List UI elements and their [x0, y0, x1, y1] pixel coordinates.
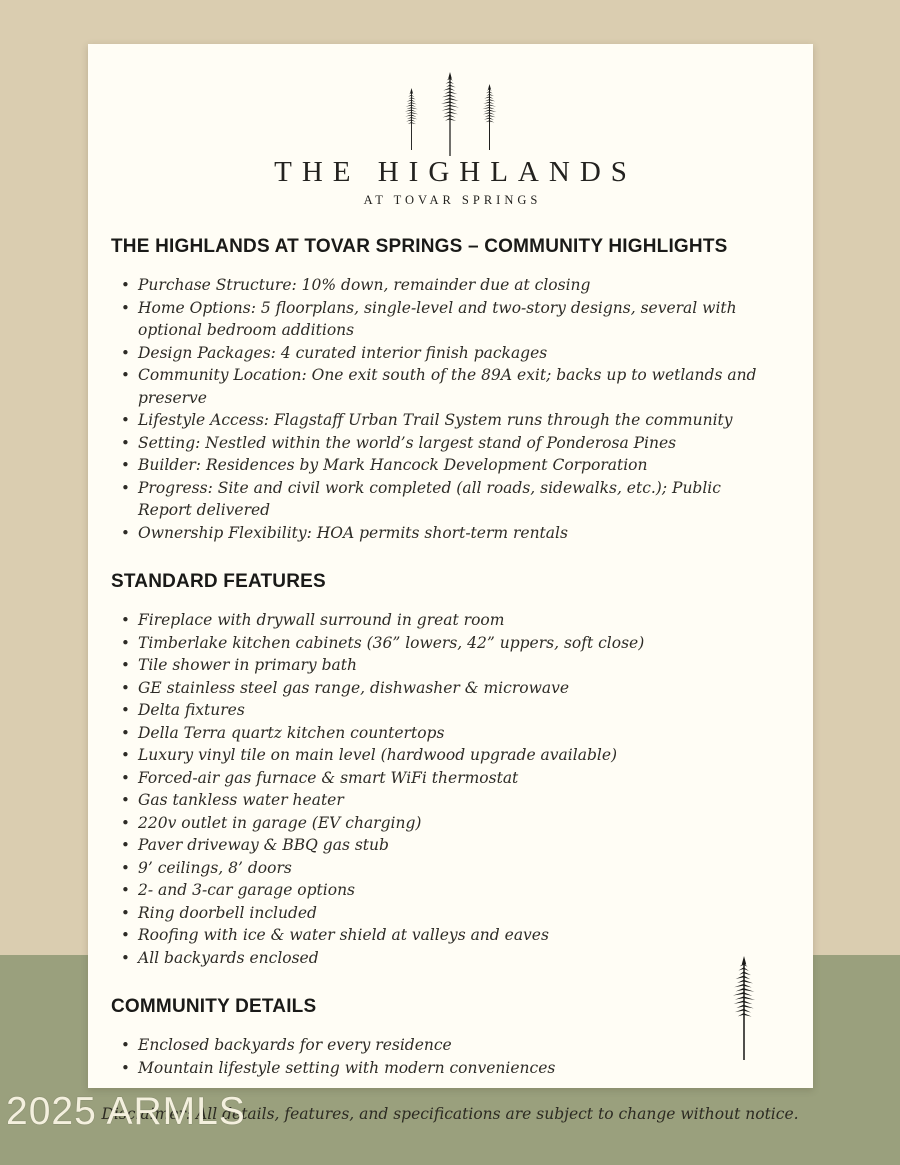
list-item: • 220v outlet in garage (EV charging)	[111, 812, 767, 835]
list-item: • All backyards enclosed	[111, 947, 767, 970]
list-item: • Design Packages: 4 curated interior finish packages	[111, 342, 767, 365]
list-item: • Setting: Nestled within the world’s largest stand of Ponderosa Pines	[111, 432, 767, 455]
list-item: • Forced-air gas furnace & smart WiFi thermostat	[111, 767, 767, 790]
list-item: • Fireplace with drywall surround in great room	[111, 609, 767, 632]
list-item: • Ownership Flexibility: HOA permits short-term rentals	[111, 522, 767, 545]
pine-tree-icon	[433, 72, 467, 156]
list-item: • Roofing with ice & water shield at valleys and eaves	[111, 924, 767, 947]
list-item: • Builder: Residences by Mark Hancock Development Corporation	[111, 454, 767, 477]
list-item: • Gas tankless water heater	[111, 789, 767, 812]
community-highlights-list	[111, 274, 767, 544]
list-item: • 2- and 3-car garage options	[111, 879, 767, 902]
armls-watermark: 2025 ARMLS	[6, 1090, 246, 1133]
list-item: • GE stainless steel gas range, dishwasher & microwave	[111, 677, 767, 700]
pine-tree-icon	[399, 88, 424, 150]
list-item: • Enclosed backyards for every residence	[111, 1034, 767, 1057]
list-item: • Home Options: 5 floorplans, single-level and two-story designs, several with optional bedroom additions	[111, 297, 767, 342]
list-item: • Paver driveway & BBQ gas stub	[111, 834, 767, 857]
list-item: • Timberlake kitchen cabinets (36” lowers, 42” uppers, soft close)	[111, 632, 767, 655]
standard-features-list	[111, 609, 767, 969]
section-heading-community-highlights: THE HIGHLANDS AT TOVAR SPRINGS – COMMUNITY HIGHLIGHTS	[111, 236, 728, 257]
list-item: • Purchase Structure: 10% down, remainder due at closing	[111, 274, 767, 297]
list-item: • Luxury vinyl tile on main level (hardwood upgrade available)	[111, 744, 767, 767]
pine-tree-icon	[476, 84, 503, 150]
list-item: • Ring doorbell included	[111, 902, 767, 925]
logo-pine-trees-icon	[88, 70, 813, 156]
logo	[88, 70, 813, 208]
pine-tree-icon	[723, 956, 765, 1060]
community-details-list	[111, 1034, 767, 1079]
flyer-card	[88, 44, 813, 1088]
list-item: • Tile shower in primary bath	[111, 654, 767, 677]
list-item: • Delta fixtures	[111, 699, 767, 722]
logo-subtitle: AT TOVAR SPRINGS	[363, 193, 542, 207]
section-heading-community-details: COMMUNITY DETAILS	[111, 996, 317, 1017]
list-item: • Community Location: One exit south of the 89A exit; backs up to wetlands and preserve	[111, 364, 767, 409]
list-item: • Lifestyle Access: Flagstaff Urban Trail System runs through the community	[111, 409, 767, 432]
list-item: • 9’ ceilings, 8’ doors	[111, 857, 767, 880]
disclaimer-text: Disclaimer: All details, features, and specifications are subject to change without notice.	[101, 1105, 799, 1123]
list-item: • Della Terra quartz kitchen countertops	[111, 722, 767, 745]
list-item: • Progress: Site and civil work completed (all roads, sidewalks, etc.); Public Report delivered	[111, 477, 767, 522]
logo-title: THE HIGHLANDS	[274, 156, 637, 188]
section-heading-standard-features: STANDARD FEATURES	[111, 571, 326, 592]
list-item: • Mountain lifestyle setting with modern conveniences	[111, 1057, 767, 1080]
